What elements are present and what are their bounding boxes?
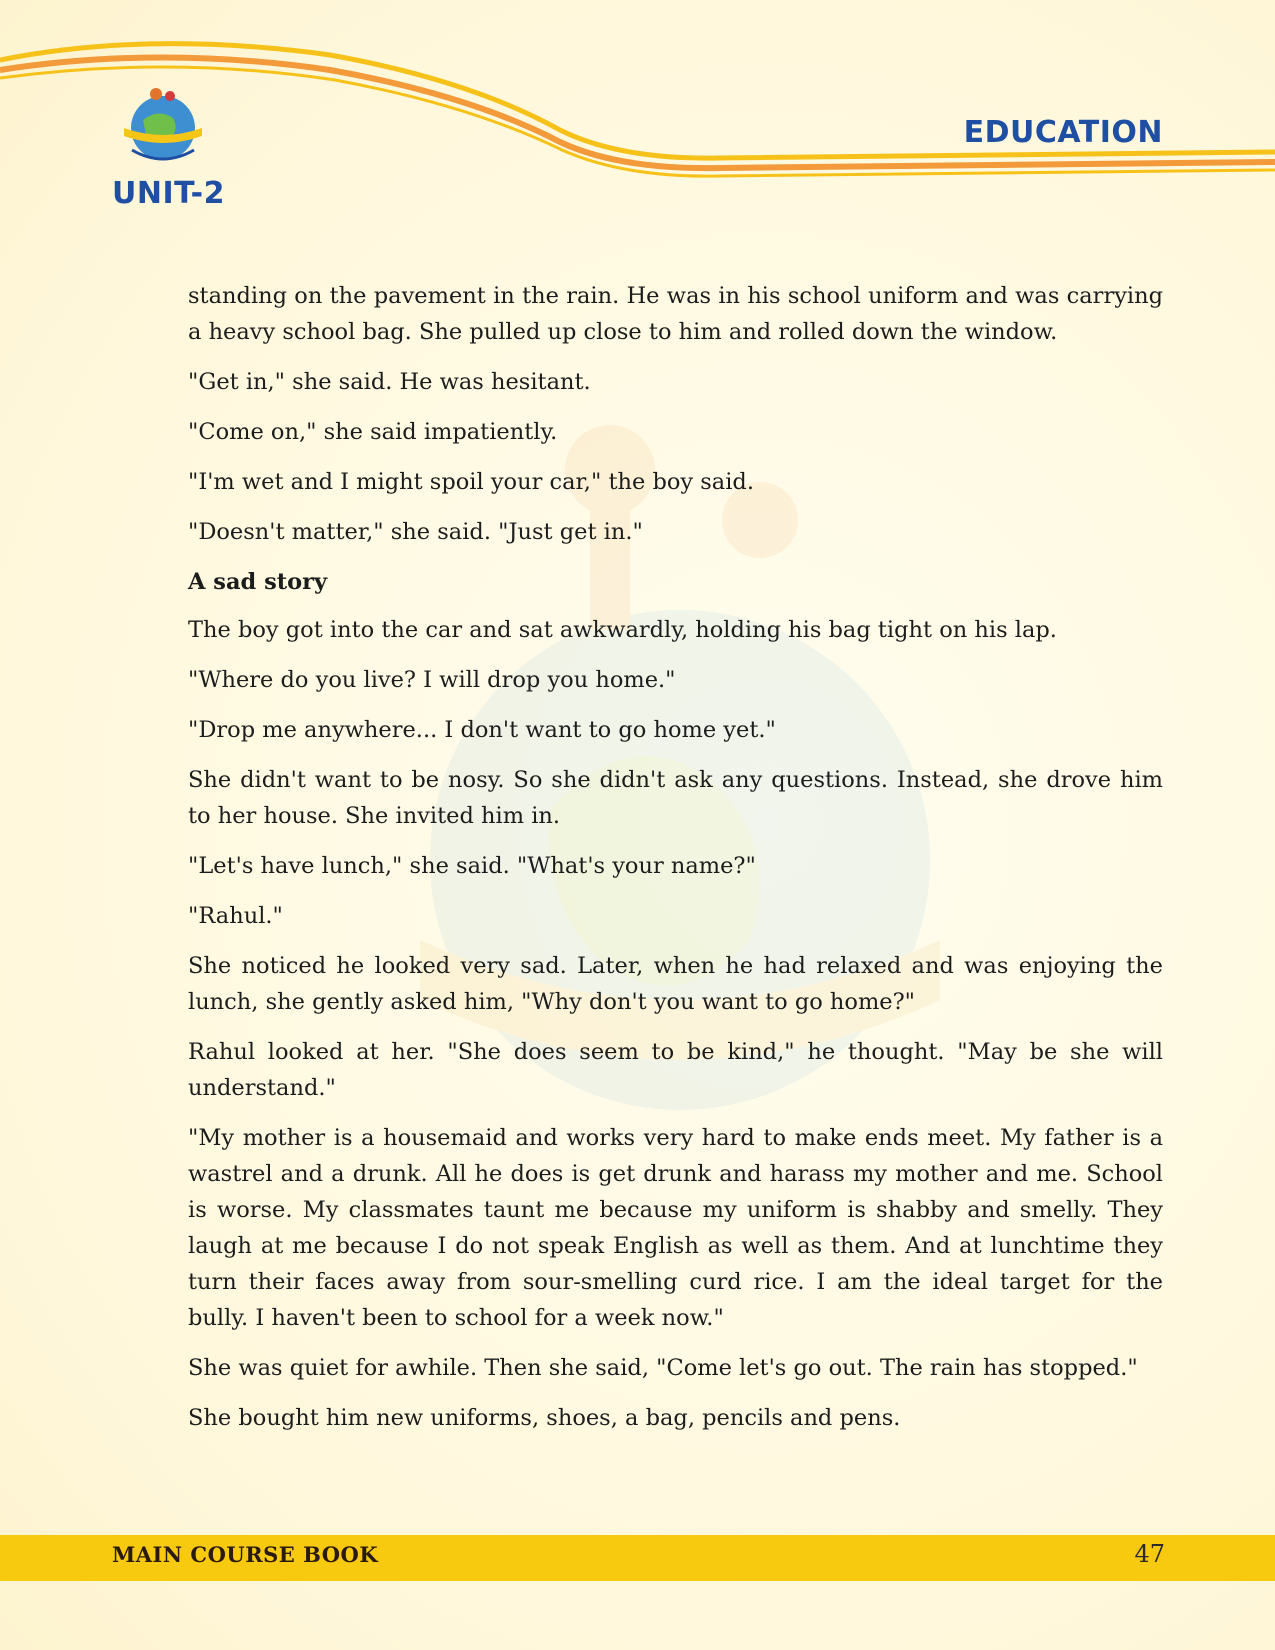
subheading: A sad story bbox=[188, 569, 328, 595]
paragraph: "Rahul." bbox=[188, 903, 283, 929]
paragraph: Rahul looked at her. "She does seem to be kind," he thought. "May be she will understand." bbox=[188, 1039, 1163, 1101]
paragraph: "Drop me anywhere... I don't want to go home yet." bbox=[188, 717, 776, 743]
paragraph: "Where do you live? I will drop you home." bbox=[188, 667, 676, 693]
paragraph: standing on the pavement in the rain. He was in his school uniform and was carrying a heavy school bag. She pulled up close to him and rolled down the window. bbox=[188, 283, 1163, 345]
paragraph: She bought him new uniforms, shoes, a bag, pencils and pens. bbox=[188, 1405, 901, 1431]
paragraph: She didn't want to be nosy. So she didn't ask any questions. Instead, she drove him to her house. She invited him in. bbox=[188, 767, 1163, 829]
footer-book-title: MAIN COURSE BOOK bbox=[112, 1542, 379, 1567]
paragraph: She was quiet for awhile. Then she said, "Come let's go out. The rain has stopped." bbox=[188, 1355, 1138, 1381]
paragraph: She noticed he looked very sad. Later, when he had relaxed and was enjoying the lunch, she gently asked him, "Why don't you want to go home?" bbox=[188, 953, 1163, 1015]
page-number: 47 bbox=[1134, 1540, 1165, 1568]
paragraph: The boy got into the car and sat awkwardly, holding his bag tight on his lap. bbox=[188, 617, 1057, 643]
section-title: EDUCATION bbox=[963, 115, 1163, 150]
paragraph: "My mother is a housemaid and works very hard to make ends meet. My father is a wastrel and a drunk. All he does is get drunk and harass my mother and me. School is worse. My classmates taunt me because my uniform is shabby and smelly. They laugh at me because I do not speak English as well as them. And at lunchtime they turn their faces away from sour-smelling curd rice. I am the ideal target for the bully. I haven't been to school for a week now." bbox=[188, 1125, 1163, 1331]
paragraph: "Let's have lunch," she said. "What's your name?" bbox=[188, 853, 756, 879]
paragraph: "Doesn't matter," she said. "Just get in." bbox=[188, 519, 643, 545]
paragraph: "Get in," she said. He was hesitant. bbox=[188, 369, 591, 395]
school-emblem-logo bbox=[118, 80, 208, 170]
paragraph: "Come on," she said impatiently. bbox=[188, 419, 558, 445]
unit-title: UNIT-2 bbox=[112, 176, 226, 211]
story-text bbox=[188, 278, 1163, 1450]
paragraph: "I'm wet and I might spoil your car," the boy said. bbox=[188, 469, 754, 495]
